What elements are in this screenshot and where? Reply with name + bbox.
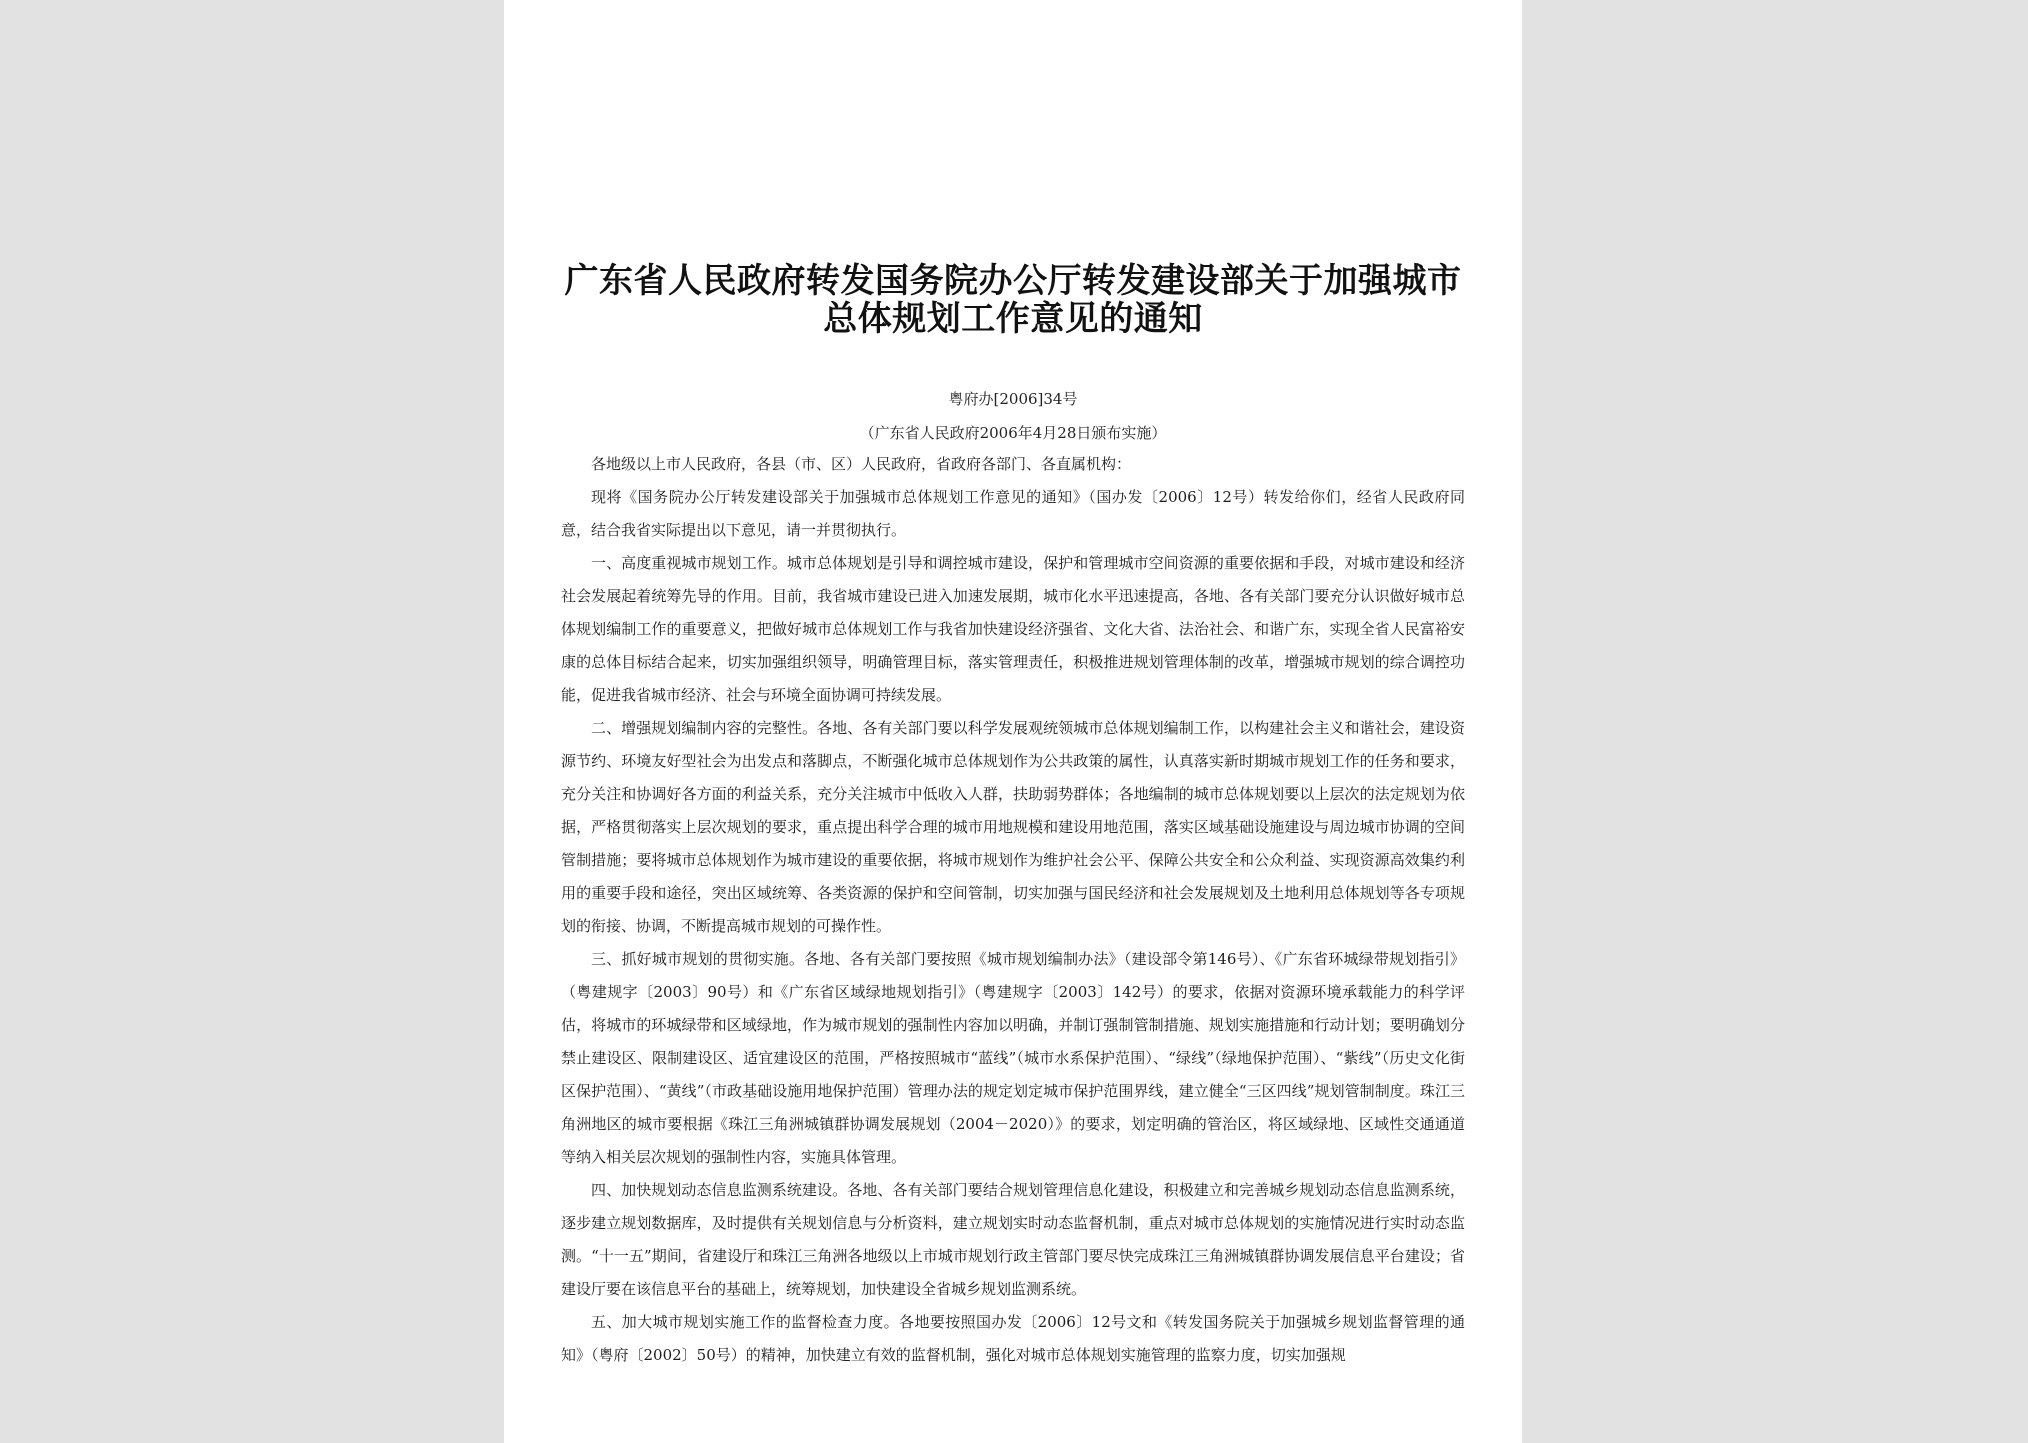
body-paragraph: 一、高度重视城市规划工作。城市总体规划是引导和调控城市建设，保护和管理城市空间资源的重要依据和手段，对城市建设和经济社会发展起着统筹先导的作用。目前，我省城市建设已进入加速发展期，城市化水平迅速提高，各地、各有关部门要充分认识做好城市总体规划编制工作的重要意义，把做好城市总体规划工作与我省加快建设经济强省、文化大省、法治社会、和谐广东，实现全省人民富裕安康的总体目标结合起来，切实加强组织领导，明确管理目标，落实管理责任，积极推进规划管理体制的改革，增强城市规划的综合调控功能，促进我省城市经济、社会与环境全面协调可持续发展。 xyxy=(561,554,1465,704)
document-title: 广东省人民政府转发国务院办公厅转发建设部关于加强城市总体规划工作意见的通知 xyxy=(564,261,1462,339)
body-paragraph: 三、抓好城市规划的贯彻实施。各地、各有关部门要按照《城市规划编制办法》（建设部令第146号）、《广东省环城绿带规划指引》（粤建规字〔2003〕90号）和《广东省区域绿地规划指引》（粤建规字〔2003〕142号）的要求，依据对资源环境承载能力的科学评估，将城市的环城绿带和区域绿地，作为城市规划的强制性内容加以明确，并制订强制管制措施、规划实施措施和行动计划；要明确划分禁止建设区、限制建设区、适宜建设区的范围，严格按照城市“蓝线”（城市水系保护范围）、“绿线”（绿地保护范围）、“紫线”（历史文化街区保护范围）、“黄线”（市政基础设施用地保护范围）管理办法的规定划定城市保护范围界线，建立健全“三区四线”规划管制制度。珠江三角洲地区的城市要根据《珠江三角洲城镇群协调发展规划（2004－2020）》的要求，划定明确的管治区，将区域绿地、区域性交通通道等纳入相关层次规划的强制性内容，实施具体管理。 xyxy=(561,950,1465,1166)
body-paragraph: 现将《国务院办公厅转发建设部关于加强城市总体规划工作意见的通知》（国办发〔2006〕12号）转发给你们，经省人民政府同意，结合我省实际提出以下意见，请一并贯彻执行。 xyxy=(561,488,1465,539)
body-paragraph: 五、加大城市规划实施工作的监督检查力度。各地要按照国办发〔2006〕12号文和《转发国务院关于加强城乡规划监督管理的通知》（粤府〔2002〕50号）的精神，加快建立有效的监督机制，强化对城市总体规划实施管理的监察力度，切实加强规 xyxy=(561,1313,1465,1364)
body-paragraph: 四、加快规划动态信息监测系统建设。各地、各有关部门要结合规划管理信息化建设，积极建立和完善城乡规划动态信息监测系统，逐步建立规划数据库，及时提供有关规划信息与分析资料，建立规划实时动态监督机制，重点对城市总体规划的实施情况进行实时动态监测。“十一五”期间，省建设厅和珠江三角洲各地级以上市城市规划行政主管部门要尽快完成珠江三角洲城镇群协调发展信息平台建设；省建设厅要在该信息平台的基础上，统筹规划，加快建设全省城乡规划监测系统。 xyxy=(561,1181,1465,1298)
document-number: 粤府办[2006]34号 xyxy=(948,390,1078,408)
salutation-paragraph: 各地级以上市人民政府，各县（市、区）人民政府，省政府各部门、各直属机构： xyxy=(591,455,1132,473)
body-paragraph: 二、增强规划编制内容的完整性。各地、各有关部门要以科学发展观统领城市总体规划编制工作，以构建社会主义和谐社会，建设资源节约、环境友好型社会为出发点和落脚点，不断强化城市总体规划作为公共政策的属性，认真落实新时期城市规划工作的任务和要求，充分关注和协调好各方面的利益关系，充分关注城市中低收入人群，扶助弱势群体；各地编制的城市总体规划要以上层次的法定规划为依据，严格贯彻落实上层次规划的要求，重点提出科学合理的城市用地规模和建设用地范围，落实区域基础设施建设与周边城市协调的空间管制措施；要将城市总体规划作为城市建设的重要依据，将城市规划作为维护社会公平、保障公共安全和公众利益、实现资源高效集约利用的重要手段和途径，突出区域统筹、各类资源的保护和空间管制，切实加强与国民经济和社会发展规划及土地利用总体规划等各专项规划的衔接、协调，不断提高城市规划的可操作性。 xyxy=(561,719,1465,935)
document-page xyxy=(504,0,1522,1443)
issue-date-note: （广东省人民政府2006年4月28日颁布实施） xyxy=(859,424,1167,442)
